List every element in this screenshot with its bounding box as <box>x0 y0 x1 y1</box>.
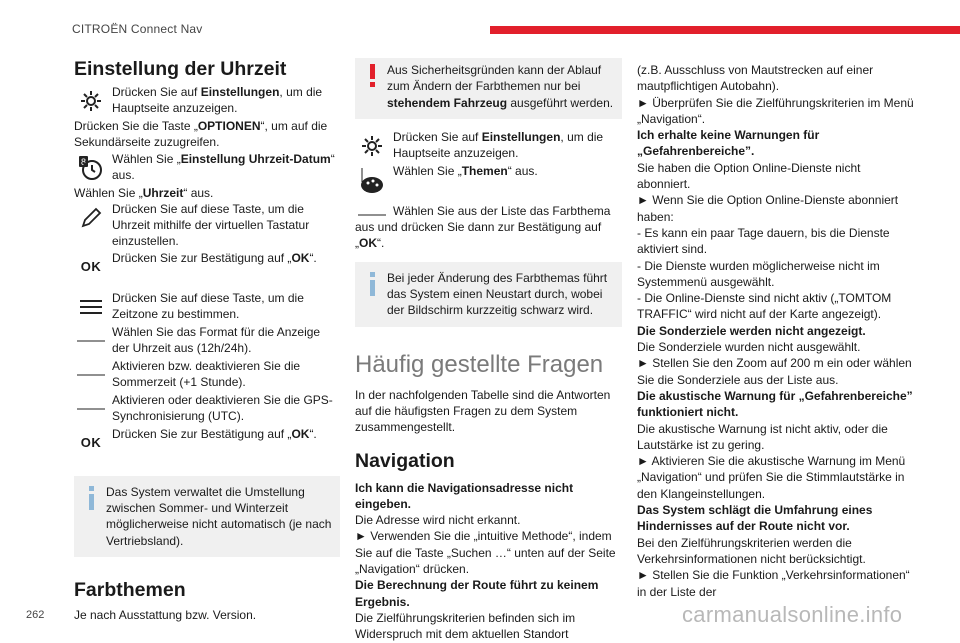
svg-text:8: 8 <box>81 156 87 167</box>
step-text-bold: OK <box>291 426 310 441</box>
list-menu-icon <box>74 290 108 324</box>
faq-answer: ► Stellen Sie den Zoom auf 200 m ein oder wählen Sie die Sonderziele aus der Liste aus. <box>637 356 912 387</box>
faq-answer: Sie haben die Option Online-Dienste nicht abonniert. <box>637 160 861 192</box>
step-text: “, um auf die Sekundärseite zuzugreifen. <box>74 119 328 150</box>
step-text-bold: Einstellungen <box>481 129 561 144</box>
warning-text: ausgeführt werden. <box>507 95 614 110</box>
toggle-icon <box>74 392 108 426</box>
faq-question: Das System schlägt die Umfahrung eines Hindernisses auf der Route nicht vor. <box>637 503 873 534</box>
step-text: Wählen Sie „ <box>74 185 143 200</box>
faq-question: Ich erhalte keine Warnungen für „Gefahrenbereiche”. <box>637 128 820 159</box>
faq-answer: Die Sonderziele wurden nicht ausgewählt. <box>637 340 861 355</box>
step-gps <box>74 392 340 426</box>
watermark-text: carmanualsonline.info <box>682 602 903 627</box>
body-text: Je nach Ausstattung bzw. Version. <box>74 607 257 622</box>
step-text: “ aus. <box>183 185 214 200</box>
faq-title: Häufig gestellte Fragen <box>355 350 604 378</box>
faq-answer: - Die Online-Dienste sind nicht aktiv („TOMTOM TRAFFIC“ wird nicht auf der Karte angezeigt). <box>637 291 892 322</box>
info-note <box>355 262 622 327</box>
step-time-date <box>74 151 340 185</box>
page-number: 262 <box>26 609 45 621</box>
faq-answer: ► Wenn Sie die Option Online-Dienste abonniert haben: <box>637 193 899 224</box>
section-title-color-themes: Farbthemen <box>74 578 186 601</box>
step-text-bold: OPTIONEN <box>197 119 261 133</box>
step-confirm-1 <box>74 250 340 284</box>
faq-answer: ► Stellen Sie die Funktion „Verkehrsinformationen“ in der Liste der <box>637 568 910 599</box>
faq-question: Die Berechnung der Route führt zu keinem Ergebnis. <box>355 578 599 609</box>
step-text: Wählen Sie das Format für die Anzeige der Uhrzeit aus (12h/24h). <box>112 324 321 356</box>
step-settings <box>74 84 340 118</box>
faq-question: Ich kann die Navigationsadresse nicht eingeben. <box>355 480 574 511</box>
step-text-bold: Uhrzeit <box>142 185 184 200</box>
step-text: Drücken Sie auf diese Taste, um die Uhrzeit mithilfe der virtuellen Tastatur einzustellen. <box>112 201 310 249</box>
faq-answer: ► Verwenden Sie die „intuitive Methode“, indem Sie auf die Taste „Suchen …“ unten auf der Seite „Navigation“ drücken. <box>355 529 616 577</box>
section-title-navigation: Navigation <box>355 449 455 472</box>
warning-note <box>355 58 622 119</box>
column-2 <box>355 58 622 643</box>
header-accent-bar <box>490 26 960 34</box>
step-text-bold: Einstellungen <box>200 85 280 99</box>
step-time <box>74 185 340 201</box>
step-text: , um die Hauptseite anzuzeigen. <box>112 85 323 116</box>
document-header-title: CITROËN Connect Nav <box>72 22 203 36</box>
step-text: “. <box>377 236 385 251</box>
pencil-icon <box>74 201 108 235</box>
ok-icon: OK <box>80 434 102 450</box>
step-text: “. <box>309 250 317 265</box>
faq-question: Die akustische Warnung für „Gefahrenbereiche” funktioniert nicht. <box>637 388 913 420</box>
step-keyboard <box>74 201 340 250</box>
info-icon <box>367 272 379 296</box>
step-text-bold: Einstellung Uhrzeit-Datum <box>180 151 331 166</box>
faq-answer: (z.B. Ausschluss von Mautstrecken auf einer mautpflichtigen Autobahn). <box>637 63 874 94</box>
toggle-icon <box>74 358 108 392</box>
theme-step-themes <box>355 163 622 197</box>
step-text-bold: OK <box>291 250 310 265</box>
step-text: Drücken Sie auf diese Taste, um die Zeitzone zu bestimmen. <box>112 290 304 322</box>
faq-answer: - Es kann ein paar Tage dauern, bis die Dienste aktiviert sind. <box>637 225 890 257</box>
step-text: Drücken Sie auf <box>393 129 482 144</box>
step-options <box>74 118 340 151</box>
info-note <box>74 476 340 557</box>
gear-icon <box>74 84 108 118</box>
faq-answer: - Die Dienste wurden möglicherweise nicht im Systemmenü ausgewählt. <box>637 258 880 289</box>
step-timezone <box>74 290 340 324</box>
toggle-icon <box>74 324 108 358</box>
faq-answer: Bei den Zielführungskriterien werden die Verkehrsinformationen nicht berücksichtigt. <box>637 535 866 566</box>
step-text: “ aus. <box>112 151 335 182</box>
step-summer <box>74 358 340 392</box>
step-text-bold: Themen <box>461 163 508 178</box>
step-text: Aktivieren bzw. deaktivieren Sie die Sommerzeit (+1 Stunde). <box>112 358 301 390</box>
gear-icon <box>355 129 389 163</box>
step-text: Drücken Sie zur Bestätigung auf „ <box>112 426 292 441</box>
faq-intro: In der nachfolgenden Tabelle sind die Antworten auf die häufigsten Fragen zu dem System zusammengestellt. <box>355 387 611 435</box>
step-text: Wählen Sie „ <box>393 163 462 178</box>
step-text: Wählen Sie „ <box>112 151 181 166</box>
ok-icon: OK <box>80 258 102 274</box>
theme-step-select <box>355 203 622 252</box>
faq-question: Die Sonderziele werden nicht angezeigt. <box>637 323 866 338</box>
step-text: “. <box>309 426 317 441</box>
clock-settings-icon <box>74 151 108 185</box>
faq-answer: Die akustische Warnung ist nicht aktiv, oder die Lautstärke ist zu gering. <box>637 421 888 452</box>
theme-step-settings <box>355 129 622 163</box>
step-text: Wählen Sie aus der Liste das Farbthema aus und drücken Sie dann zur Bestätigung auf „ <box>355 203 611 251</box>
column-1 <box>74 58 340 623</box>
step-format <box>74 324 340 358</box>
step-text: Aktivieren oder deaktivieren Sie die GPS-Synchronisierung (UTC). <box>112 392 333 424</box>
step-text: Drücken Sie zur Bestätigung auf „ <box>112 250 292 265</box>
step-text: “ aus. <box>507 163 538 178</box>
step-confirm-2 <box>74 426 340 460</box>
info-icon <box>86 486 98 510</box>
faq-answer: ► Überprüfen Sie die Zielführungskriterien im Menü „Navigation“. <box>637 95 914 126</box>
faq-answer: ► Aktivieren Sie die akustische Warnung im Menü „Navigation“ und prüfen Sie die Stimmlautstärke in den Klangeinstellungen. <box>637 454 906 501</box>
note-text: Das System verwaltet die Umstellung zwischen Sommer- und Winterzeit möglicherweise nicht automatisch (je nach Vertriebsland). <box>106 484 332 548</box>
warning-text: Aus Sicherheitsgründen kann der Ablauf zum Ändern der Farbthemen nur bei <box>387 63 602 94</box>
note-text: Bei jeder Änderung des Farbthemas führt das System einen Neustart durch, wobei der Bildschirm kurzzeitig schwarz wird. <box>387 270 608 318</box>
section-title-time-setting: Einstellung der Uhrzeit <box>74 58 287 80</box>
warning-icon <box>367 64 379 88</box>
warning-text-bold: stehendem Fahrzeug <box>387 95 508 110</box>
step-text: Drücken Sie die Taste „ <box>74 119 198 133</box>
step-text: , um die Hauptseite anzuzeigen. <box>393 129 604 161</box>
column-3 <box>637 62 917 600</box>
palette-icon <box>355 163 389 197</box>
faq-answer: Die Adresse wird nicht erkannt. <box>355 513 521 528</box>
step-text: Drücken Sie auf <box>112 85 201 99</box>
faq-answer: Die Zielführungskriterien befinden sich im Widerspruch mit dem aktuellen Standort <box>355 610 576 642</box>
step-text-bold: OK <box>359 236 377 251</box>
